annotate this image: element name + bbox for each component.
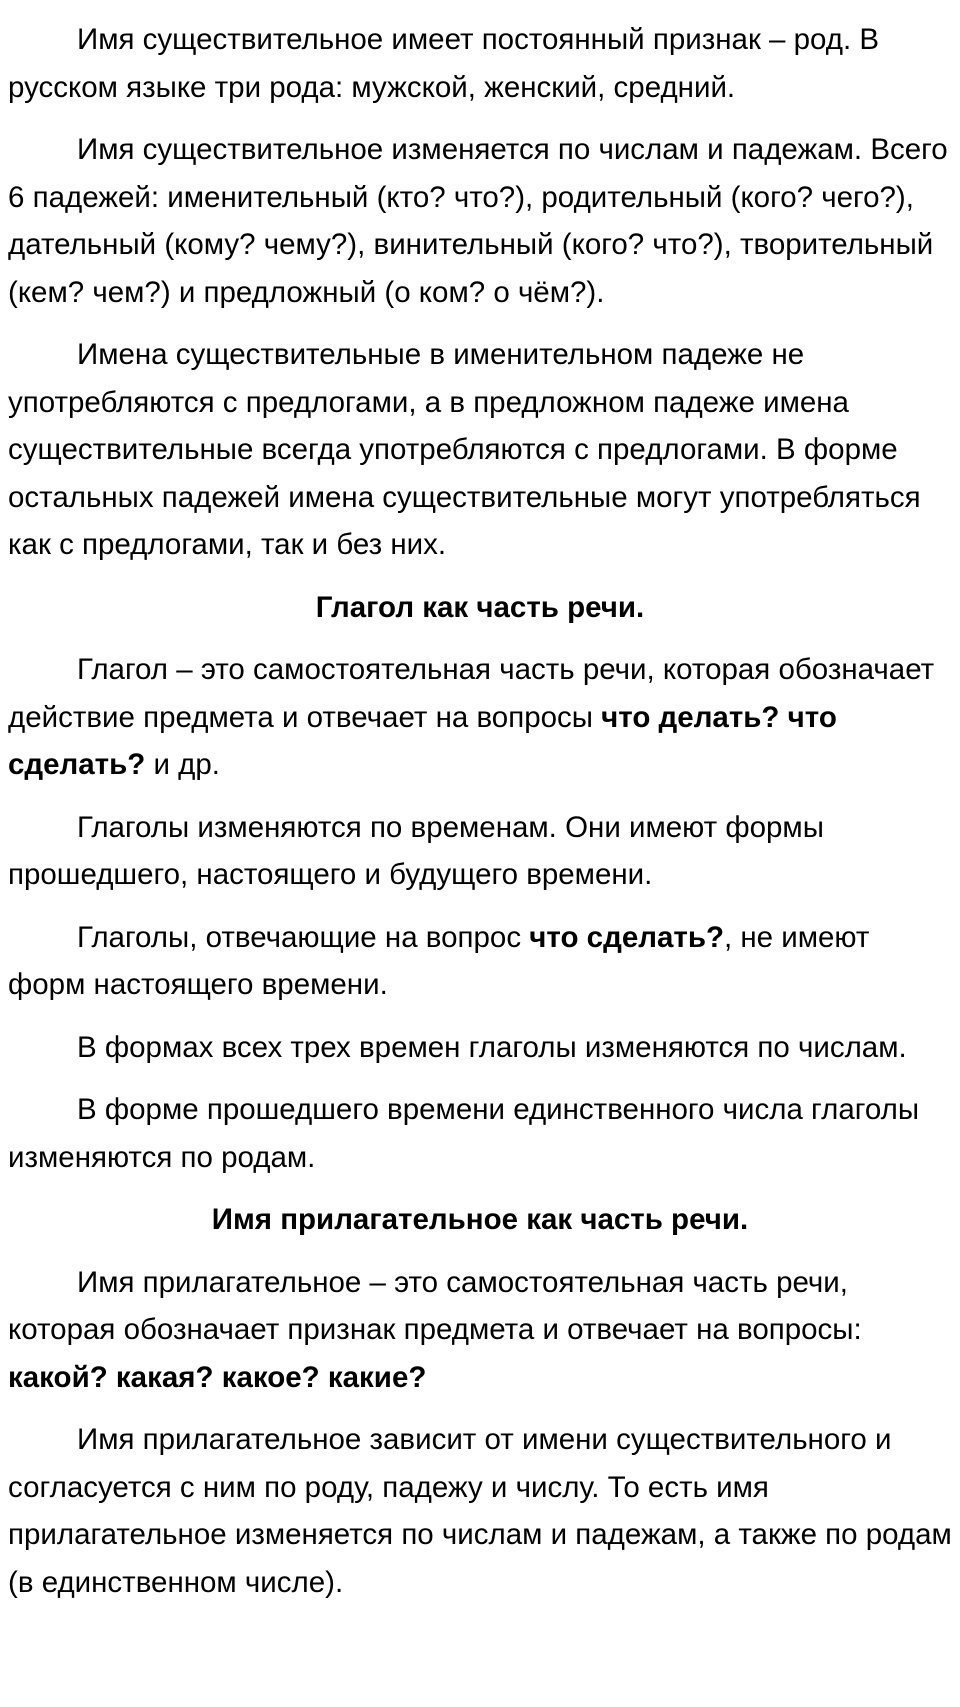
adjective-heading-text: Имя прилагательное как часть речи. (211, 1203, 749, 1236)
noun-gender-text: Имя существительное имеет постоянный признак – род. В русском языке три рода: мужской, женский, средний. (8, 23, 880, 104)
verb-tenses-text: Глаголы изменяются по временам. Они имеют формы прошедшего, настоящего и будущего времени. (8, 810, 824, 891)
document-page (8, 16, 952, 1621)
verb-number-paragraph (8, 1024, 952, 1072)
verb-section-heading (8, 584, 952, 632)
noun-prepositions-text: Имена существительные в именительном падеже не употребляются с предлогами, а в предложном падеже имена существительные всегда употребляются с предлогами. В форме остальных падежей имена существительные могут употребляться как с предлогами, так и без них. (8, 338, 921, 561)
verb-gender-text: В форме прошедшего времени единственного числа глаголы изменяются по родам. (8, 1093, 920, 1174)
noun-prepositions-paragraph (8, 331, 952, 569)
verb-perfective-bold: что сделать? (529, 920, 724, 954)
verb-questions-bold: что делать? что сделать? (8, 700, 837, 781)
noun-gender-paragraph (8, 16, 952, 111)
verb-gender-paragraph (8, 1086, 952, 1181)
verb-tenses-paragraph (8, 804, 952, 899)
verb-definition-text: Глагол – это самостоятельная часть речи, которая обозначает действие предмета и отвечает на вопросы (8, 653, 935, 734)
noun-cases-paragraph (8, 126, 952, 316)
verb-number-text: В формах всех трех времен глаголы изменяются по числам. (77, 1030, 907, 1064)
adjective-definition-text: Имя прилагательное – это самостоятельная часть речи, которая обозначает признак предмета и отвечает на вопросы: (8, 1265, 862, 1346)
verb-heading-text: Глагол как часть речи. (315, 590, 645, 624)
adjective-agreement-paragraph (8, 1416, 952, 1606)
verb-perfective-tail: , не имеют форм настоящего времени. (8, 920, 870, 1001)
verb-definition-tail: и др. (145, 748, 220, 781)
verb-perfective-text: Глаголы, отвечающие на вопрос (77, 920, 530, 954)
adjective-agreement-text: Имя прилагательное зависит от имени существительного и согласуется с ним по роду, падежу и числу. То есть имя прилагательное изменяется по числам и падежам, а также по родам (в единственном числе). (8, 1423, 952, 1599)
adjective-questions-bold: какой? какая? какое? какие? (8, 1360, 427, 1394)
adjective-definition-paragraph (8, 1259, 952, 1402)
verb-definition-paragraph (8, 646, 952, 789)
verb-perfective-paragraph (8, 914, 952, 1009)
adjective-section-heading (8, 1196, 952, 1244)
noun-cases-text: Имя существительное изменяется по числам и падежам. Всего 6 падежей: именительный (кто? что?), родительный (кого? чего?), дательный (кому? чему?), винительный (кого? что?), творительный (кем? чем?) и предложный (о ком? о чём?). (8, 133, 948, 309)
